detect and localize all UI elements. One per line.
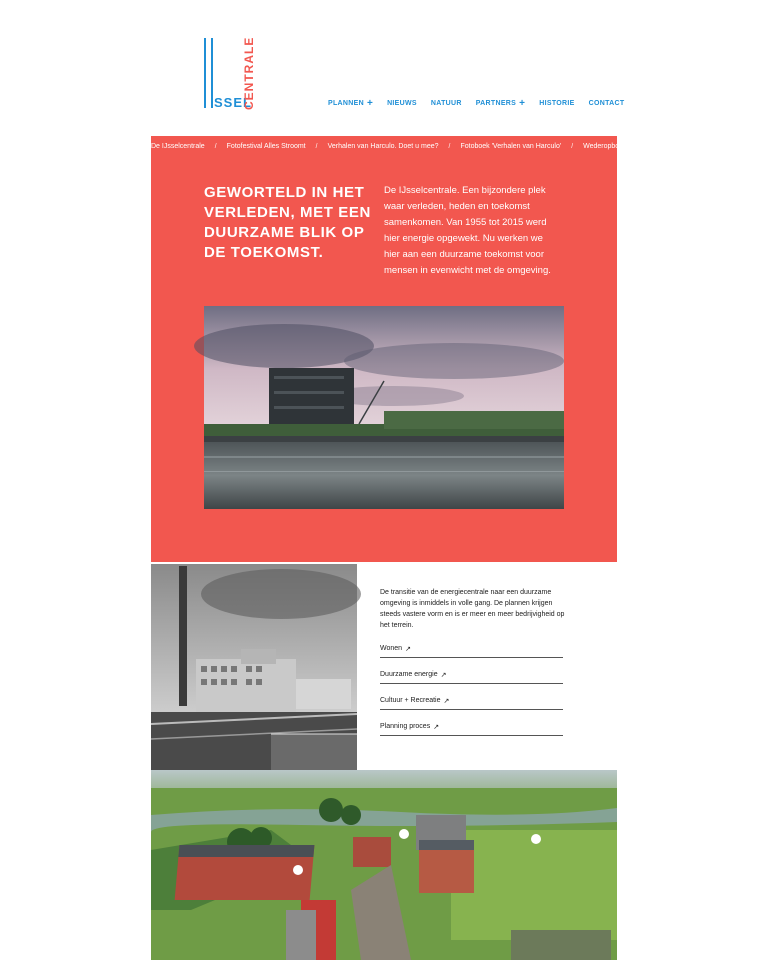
link-cultuur-recreatie[interactable]: Cultuur + Recreatie ↗: [380, 697, 563, 710]
nav-item-plannen[interactable]: PLANNEN +: [328, 98, 374, 109]
ticker-item[interactable]: Wederopbouwkunst: [583, 143, 645, 150]
map-hotspot[interactable]: [293, 865, 303, 875]
ticker-item[interactable]: Fotofestival Alles Stroomt: [226, 143, 306, 150]
topic-links: [380, 645, 563, 749]
external-arrow-icon: ↗: [440, 672, 447, 679]
logo-bar: [204, 38, 206, 108]
external-arrow-icon: ↗: [433, 724, 440, 731]
link-duurzame-energie[interactable]: Duurzame energie ↗: [380, 671, 563, 684]
news-ticker: De IJsselcentrale / Fotofestival Alles Stroomt / Verhalen van Harculo. Doet u mee? / Fotoboek 'Verhalen van Harculo' / Wederopbouwkunst: [151, 143, 645, 150]
hero-headline: GEWORTELD IN HET VERLEDEN, MET EEN DUURZAME BLIK OP DE TOEKOMST.: [204, 184, 371, 261]
external-arrow-icon: ↗: [405, 646, 411, 653]
main-nav: [328, 100, 624, 107]
nav-item-partners[interactable]: PARTNERS +: [475, 98, 526, 109]
link-wonen[interactable]: Wonen ↗: [380, 645, 563, 658]
nav-item-nieuws[interactable]: NIEUWS: [387, 100, 417, 107]
ticker-item[interactable]: Fotoboek 'Verhalen van Harculo': [460, 143, 562, 150]
logo-word-ssel: SSEL: [214, 95, 252, 110]
historic-photo: [151, 564, 357, 770]
site-logo[interactable]: [204, 38, 266, 112]
link-planning-proces[interactable]: Planning proces ↗: [380, 723, 563, 736]
ticker-item[interactable]: Verhalen van Harculo. Doet u mee?: [327, 143, 439, 150]
logo-word-centrale: CENTRALE: [242, 36, 256, 110]
nav-item-contact[interactable]: CONTACT: [588, 100, 625, 107]
power-plant-photo: [204, 306, 564, 509]
transition-text: De transitie van de energiecentrale naar een duurzame omgeving is inmiddels in volle gang. De plannen krijgen steeds vastere vorm en is er meer en meer bedrijvigheid op het terrein.: [380, 589, 565, 629]
hero-intro: De IJsselcentrale. Een bijzondere plek waar verleden, heden en toekomst samenkomen. Van 1955 tot 2015 werd hier energie opgewekt. Nu werken we hier aan een duurzame toekomst voor mensen in evenwicht met de omgeving.: [384, 185, 551, 276]
plus-icon: +: [519, 98, 526, 109]
aerial-photo: [151, 770, 617, 960]
hero-section: [151, 136, 645, 562]
logo-bar: [211, 38, 213, 108]
nav-item-natuur[interactable]: NATUUR: [430, 100, 462, 107]
nav-item-historie[interactable]: HISTORIE: [539, 100, 575, 107]
map-hotspot[interactable]: [399, 829, 409, 839]
ticker-item[interactable]: De IJsselcentrale: [151, 143, 205, 150]
external-arrow-icon: ↗: [443, 698, 450, 705]
plus-icon: +: [366, 98, 374, 109]
map-hotspot[interactable]: [531, 834, 541, 844]
